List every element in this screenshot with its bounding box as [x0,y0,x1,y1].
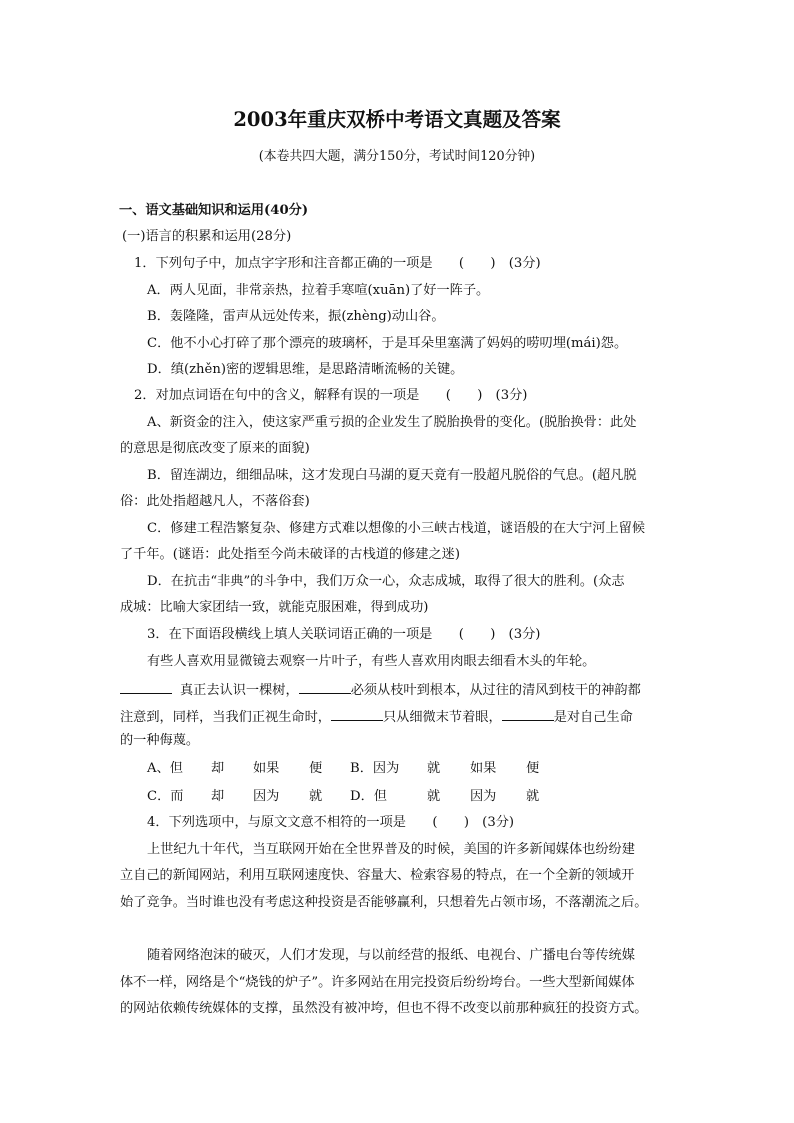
question-3-passage-line1: 有些人喜欢用显微镜去观察一片叶子，有些人喜欢用肉眼去细看木头的年轮。 [147,654,596,669]
passage-text: 只从细微末节着眼， [383,710,502,725]
option-d-word: 就 [526,789,540,804]
question-2-option-c-line2: 了千年。(谜语：此处指至今尚未破译的古栈道的修建之迷) [120,547,460,562]
option-d-label: D．但 [350,789,387,804]
question-4-passage-line2: 立自己的新闻网站，利用互联网速度快、容量大、检索容易的特点，在一个全新的领域开 [120,868,635,883]
page-title: 2003年重庆双桥中考语文真题及答案 [233,108,561,131]
option-a-word: 却 [211,761,225,776]
question-4-passage-line5: 体不一样，网络是个“烧钱的炉子”。许多网站在用完投资后纷纷垮台。一些大型新闻媒体 [120,975,635,990]
option-b-word: 便 [526,761,540,776]
question-1-option-b: B．轰隆隆，雷声从远处传来，振(zhèng)动山谷。 [147,309,445,324]
option-c-word: 因为 [253,789,280,804]
question-2-option-c-line1: C．修建工程浩繁复杂、修建方式难以想像的小三峡古栈道，谜语般的在大宁河上留候 [147,521,646,536]
question-4-passage-line3: 始了竞争。当时谁也没有考虑这种投资是否能够赢利，只想着先占领市场，不落潮流之后。 [120,895,648,910]
question-4-passage-line6: 的网站依赖传统媒体的支撑，虽然没有被冲垮，但也不得不改变以前那种疯狂的投资方式。 [120,1001,648,1016]
option-a-word: 便 [309,761,323,776]
fill-blank [120,681,172,694]
option-b-label: B．因为 [350,761,400,776]
question-2-option-b-line1: B．留连湖边，细细品味，这才发现白马湖的夏天竟有一股超凡脱俗的气息。(超凡脱 [147,468,637,483]
question-4-stem: 4．下列选项中，与原文文意不相符的一项是 ( ) (3分) [147,815,515,830]
option-c-label: C．而 [147,789,184,804]
option-c-word: 就 [309,789,323,804]
question-1-option-a: A．两人见面，非常亲热，拉着手寒喧(xuān)了好一阵子。 [147,283,490,298]
option-a-word: 如果 [253,761,280,776]
fill-blank [502,708,554,721]
question-3-stem: 3．在下面语段横线上填人关联词语正确的一项是 ( ) (3分) [147,627,541,642]
question-4-passage-line4: 随着网络泡沫的破灭，人们才发现，与以前经营的报纸、电视台、广播电台等传统媒 [147,948,635,963]
question-2-option-a-line2: 的意思是彻底改变了原来的面貌) [120,441,310,456]
section-heading: 一、语文基础知识和运用(40分) [119,203,309,218]
question-3-passage-line4: 的一种侮蔑。 [120,733,200,748]
passage-text: 必须从枝叶到根本，从过往的清风到枝干的神韵都 [350,683,641,698]
question-1-stem: 1．下列句子中，加点字字形和注音都正确的一项是 ( ) (3分) [134,256,541,271]
question-1-option-c: C．他不小心打碎了那个漂亮的玻璃杯，于是耳朵里塞满了妈妈的唠叨埋(mái)怨。 [147,336,628,351]
option-a-label: A、但 [147,761,183,776]
fill-blank [299,681,351,694]
option-b-word: 就 [427,761,441,776]
option-b-word: 如果 [470,761,497,776]
passage-text: 注意到，同样，当我们正视生命时， [120,710,331,725]
passage-text: 是对自己生命 [553,710,633,725]
passage-text: 真正去认识一棵树， [180,683,299,698]
question-2-stem: 2．对加点词语在句中的含义，解释有误的一项是 ( ) (3分) [134,388,528,403]
option-d-word: 因为 [470,789,497,804]
question-2-option-d-line2: 成城：比喻大家团结一致，就能克服困难，得到成功) [120,600,429,615]
question-3-passage-line2 [120,681,641,697]
question-4-passage-line1: 上世纪九十年代，当互联网开始在全世界普及的时候，美国的许多新闻媒体也纷纷建 [147,842,635,857]
question-2-option-d-line1: D．在抗击“非典”的斗争中，我们万众一心，众志成城，取得了很大的胜利。(众志 [147,574,625,589]
question-2-option-b-line2: 俗：此处指超越凡人，不落俗套) [120,494,310,509]
page-subtitle: (本卷共四大题，满分150分，考试时间120分钟) [258,149,536,164]
option-c-word: 却 [211,789,225,804]
question-1-option-d: D．缜(zhěn)密的逻辑思维，是思路清晰流畅的关键。 [147,362,464,377]
question-2-option-a-line1: A、新资金的注入，使这家严重亏损的企业发生了脱胎换骨的变化。(脱胎换骨：此处 [147,415,637,430]
option-d-word: 就 [427,789,441,804]
subsection-heading: (一)语言的积累和运用(28分) [122,229,292,244]
question-3-passage-line3 [120,708,633,724]
fill-blank [331,708,383,721]
